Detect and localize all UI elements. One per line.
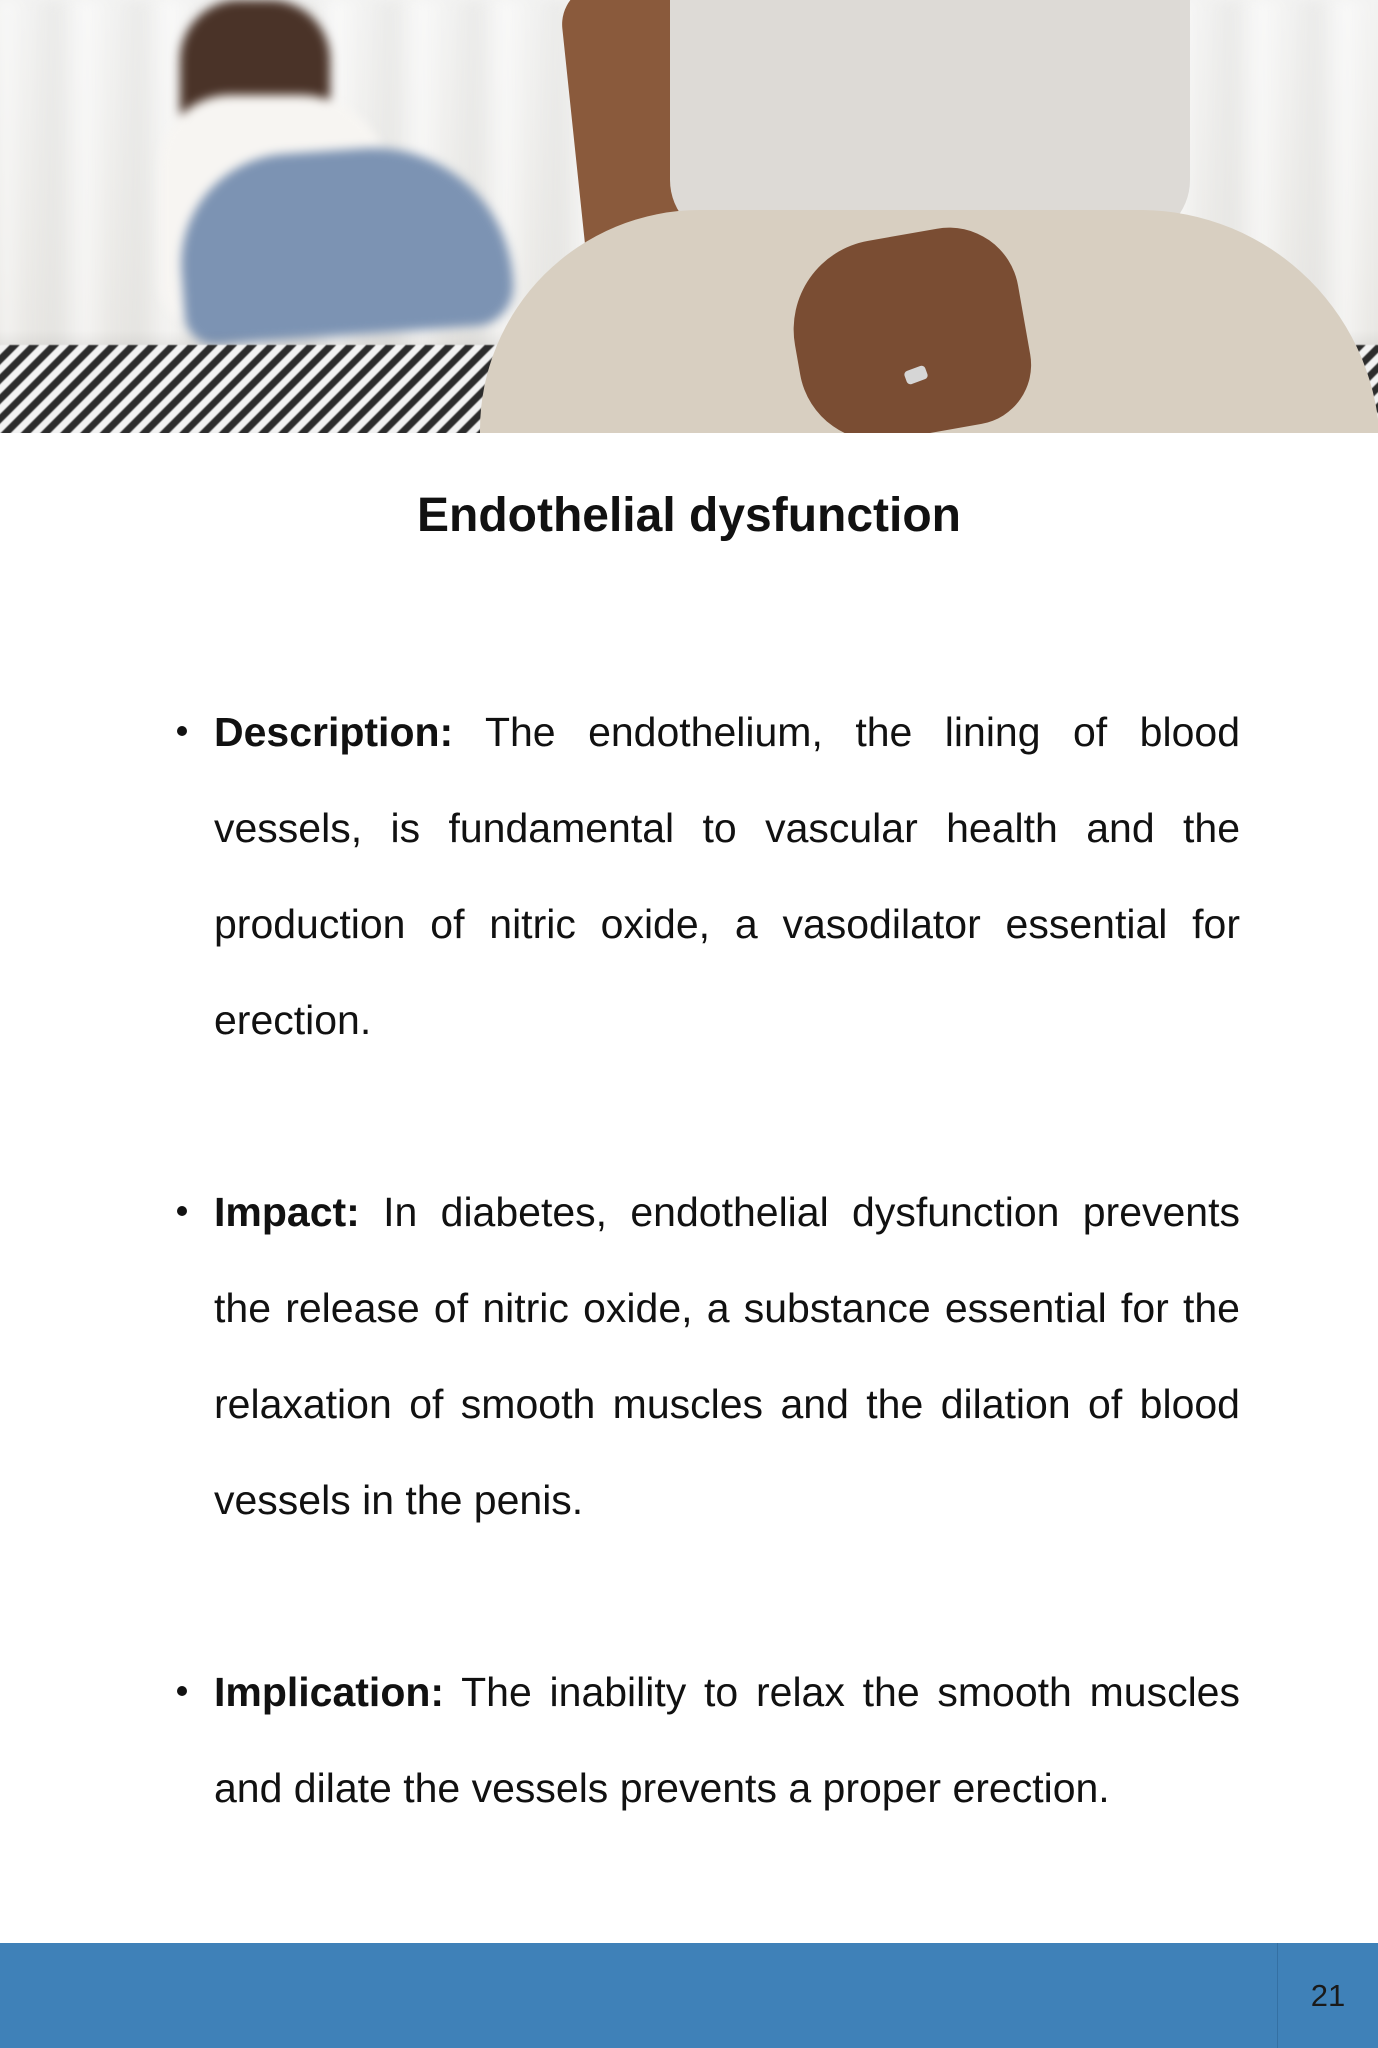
footer-bar <box>0 1943 1378 2048</box>
page-title: Endothelial dysfunction <box>416 489 961 542</box>
bullet-text: The inability to relax the smooth muscles and dilate the vessels prevents a proper erection. <box>214 1669 1240 1811</box>
bullet-dot-icon <box>177 726 187 736</box>
bullet-dot-icon <box>177 1206 187 1216</box>
bullet-dot-icon <box>177 1686 187 1696</box>
bullet-impact <box>0 1164 1240 1548</box>
bullet-label: Impact: <box>214 1189 360 1235</box>
man-figure <box>480 0 1378 433</box>
bullet-list <box>0 684 1378 1932</box>
page-number: 21 <box>1277 1943 1378 2048</box>
bullet-label: Description: <box>214 709 454 755</box>
bullet-label: Implication: <box>214 1669 445 1715</box>
bullet-text: The endothelium, the lining of blood vessels, is fundamental to vascular health and the production of nitric oxide, a vasodilator essential for erection. <box>214 709 1240 1043</box>
bullet-text: In diabetes, endothelial dysfunction prevents the release of nitric oxide, a substance essential for the relaxation of smooth muscles and the dilation of blood vessels in the penis. <box>214 1189 1240 1523</box>
bullet-description <box>0 684 1240 1068</box>
header-photo-image <box>0 0 1378 433</box>
bullet-implication <box>0 1644 1240 1836</box>
